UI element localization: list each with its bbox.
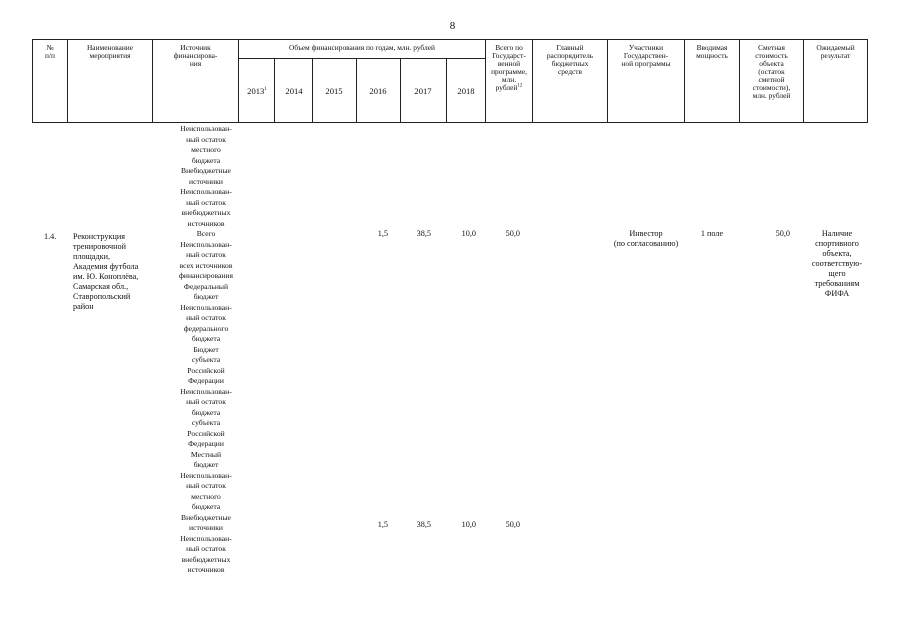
total-2018: 10,0 [461, 229, 476, 238]
year-2014: 2014 [285, 86, 303, 96]
year-2016: 2016 [369, 86, 387, 96]
total-2016: 1,5 [377, 229, 388, 238]
header-bottom-rule [32, 122, 868, 123]
header-cost: Сметная стоимость объекта (остаток сметной стоимости), млн. рублей [752, 43, 791, 100]
header-name: Наименование мероприятия [86, 43, 134, 60]
col-divider [867, 39, 868, 123]
row-number: 1.4. [44, 232, 57, 241]
header-top-rule [32, 39, 868, 40]
row-participant: Инвестор (по согласованию) [613, 229, 679, 248]
year-2017: 2017 [414, 86, 432, 96]
row-capacity: 1 поле [700, 229, 724, 238]
extrabudget-2018: 10,0 [461, 520, 476, 529]
header-participants: Участники Государствен- ной программы [621, 43, 671, 68]
funding-sources-list: Неиспользован- ный остаток местного бюджета Внебюджетные источники Неиспользован- ный остаток внебюджетных источников Всего Неиспользован- ный остаток всех источников финансирования Федеральный бюджет Неиспользован- ный остаток федерального бюджета Бюджет субъекта Российской Федерации Неиспользован- ный остаток бюджета субъекта Российской Федерации Местный бюджет Неиспользован- ный остаток местного бюджета Внебюджетные источники Неиспользован- ный остаток внебюджетных источников [179, 124, 233, 574]
years-rule [238, 58, 485, 59]
row-name: Реконструкция тренировочной площадки, Академия футбола им. Ю. Коноплёва, Самарская обл., Ставропольский район [73, 232, 139, 311]
year-2015: 2015 [325, 86, 343, 96]
extrabudget-2017: 38,5 [416, 520, 431, 529]
col-divider [356, 58, 357, 123]
header-total: Всего по Государст- венной программе, млн. рублей$^{12}$ [491, 43, 527, 92]
header-source: Источник финансирова- ния [173, 43, 218, 68]
header-result: Ожидаемый результат [816, 43, 855, 60]
extrabudget-total: 50,0 [505, 520, 520, 529]
year-2013: 2013$^1$ [247, 86, 267, 96]
extrabudget-2016: 1,5 [377, 520, 388, 529]
header-number: № п/п [45, 43, 55, 60]
row-result: Наличие спортивного объекта, соответствую- щего требованиям ФИФА [811, 229, 863, 298]
header-manager: Главный распорядитель бюджетных средств [546, 43, 594, 76]
total-all: 50,0 [505, 229, 520, 238]
col-divider [400, 58, 401, 123]
header-funding-group: Объем финансирования по годам, млн. рублей [289, 43, 435, 52]
page-number: 8 [449, 20, 456, 32]
total-2017: 38,5 [416, 229, 431, 238]
header-capacity: Вводимая мощность [696, 43, 728, 60]
row-cost: 50,0 [775, 229, 790, 238]
year-2018: 2018 [457, 86, 475, 96]
